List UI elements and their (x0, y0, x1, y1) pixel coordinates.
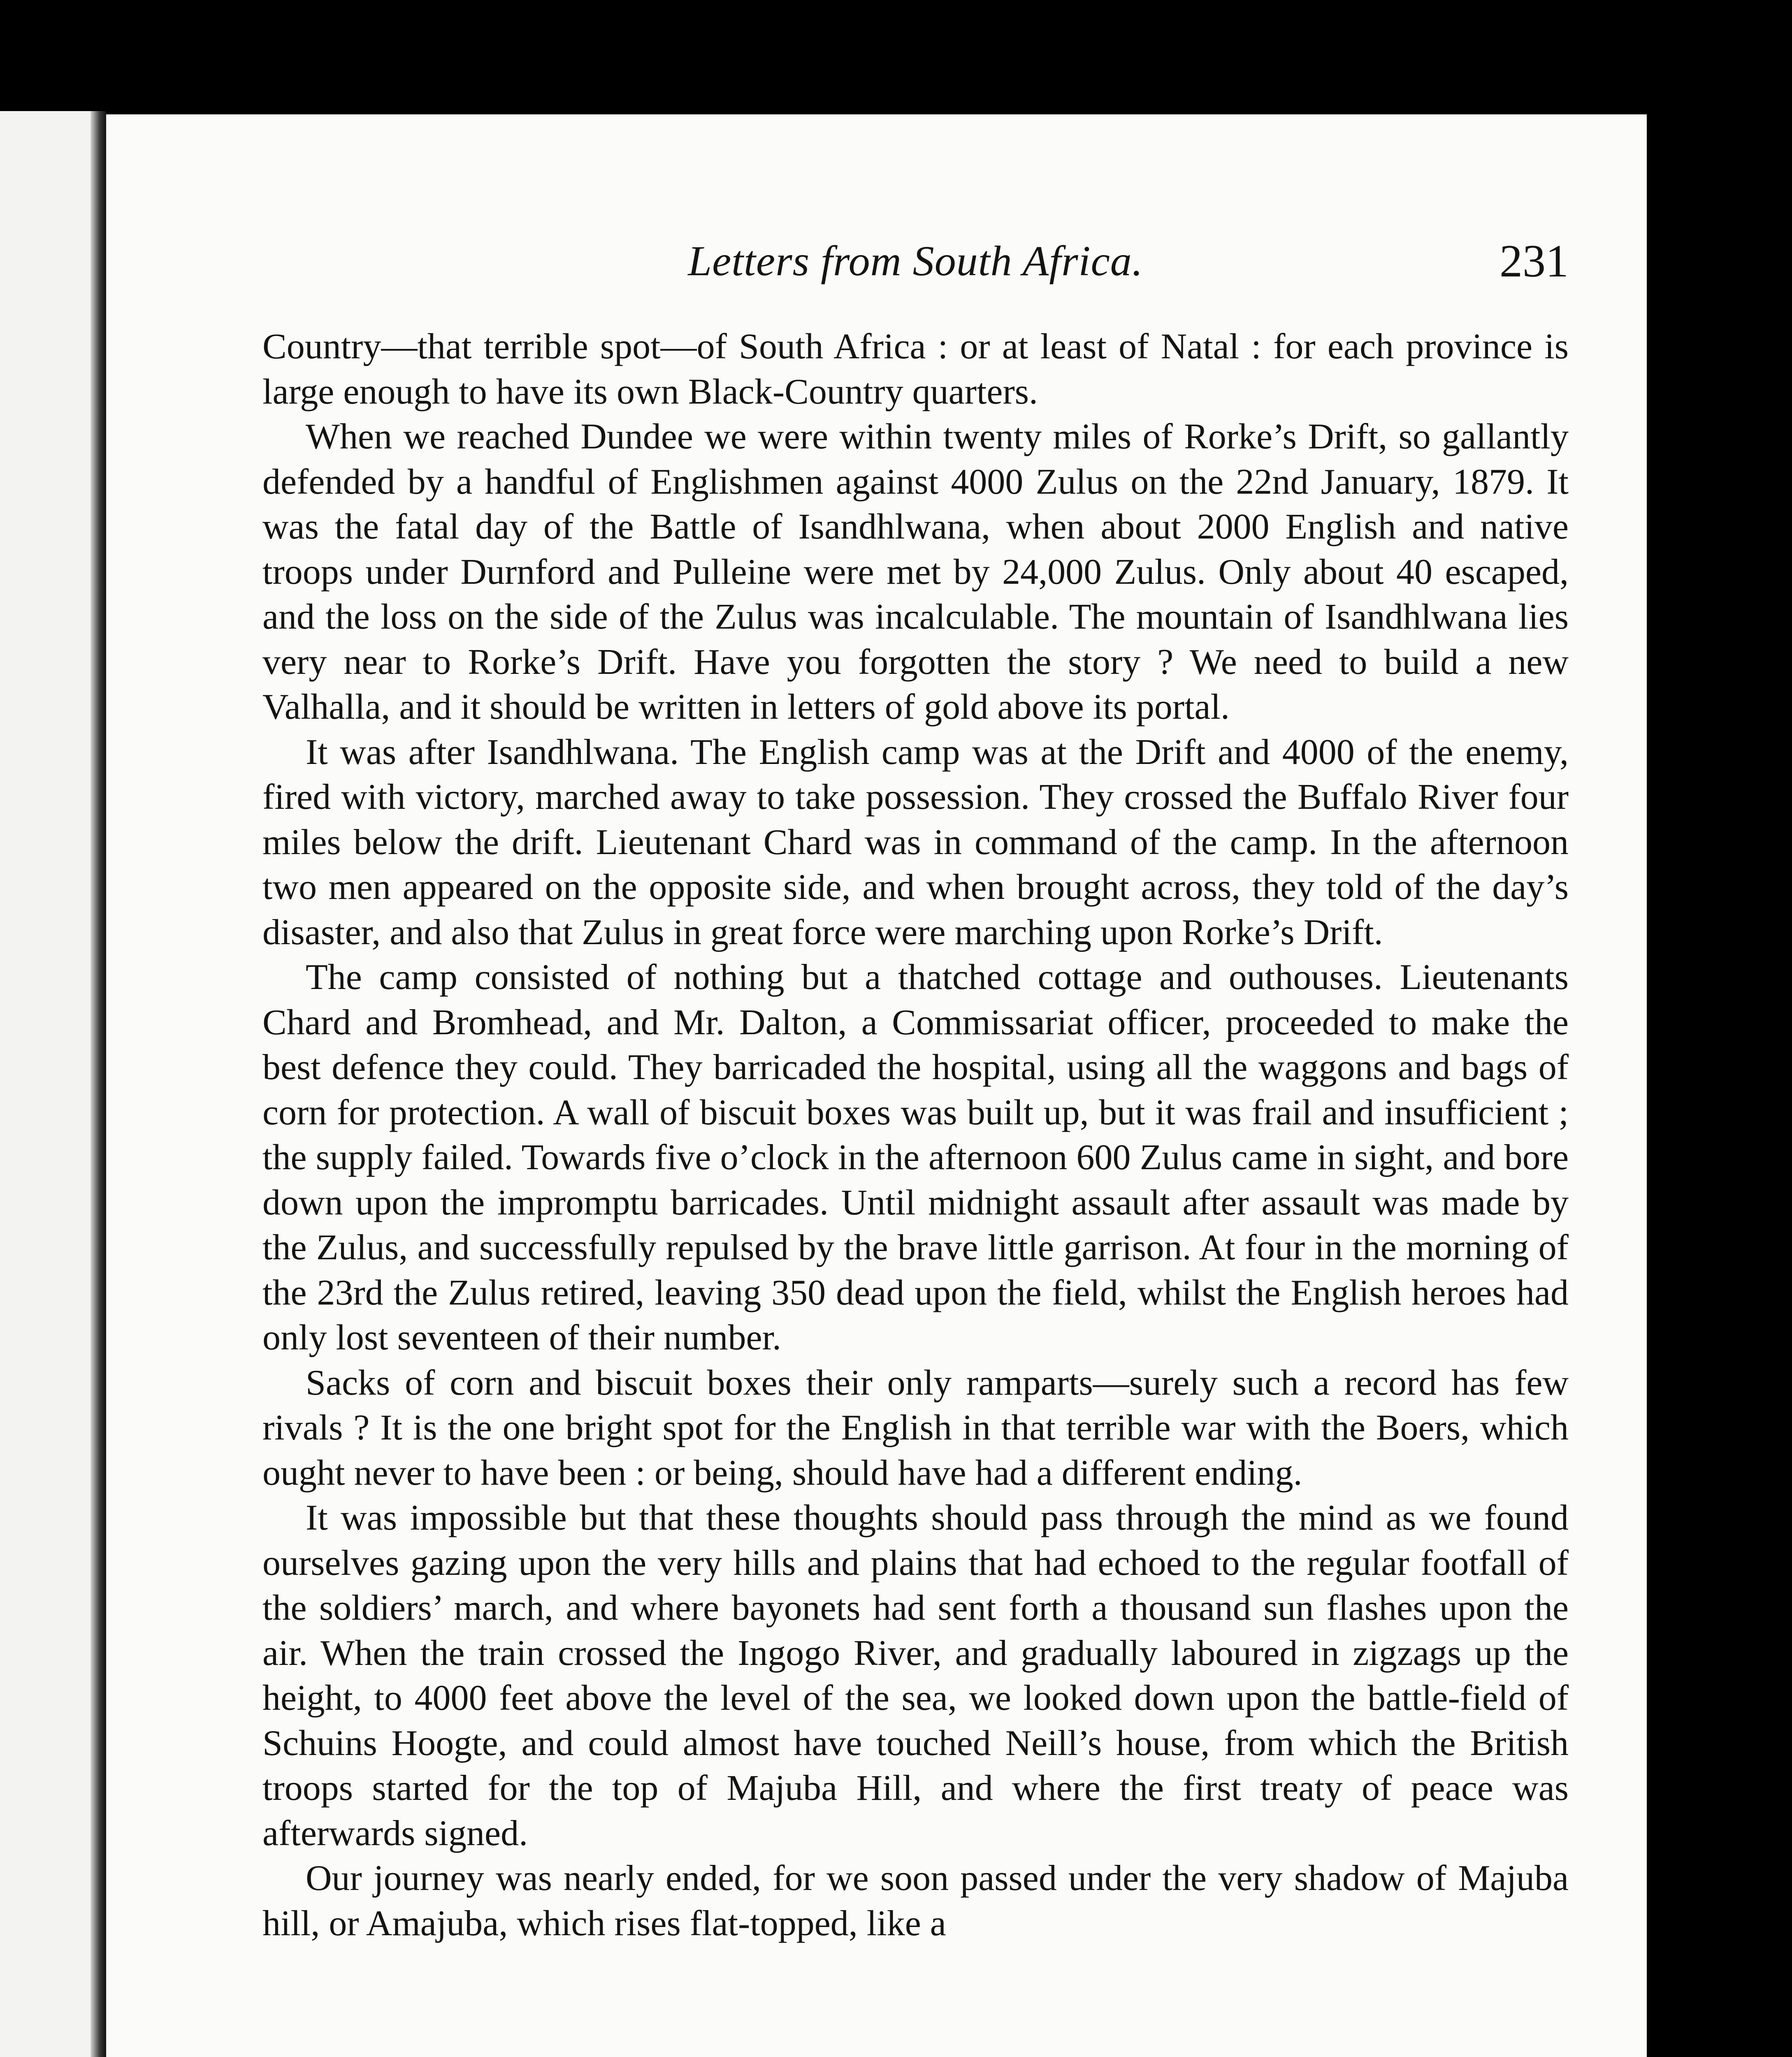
paragraph: It was after Isandhlwana. The English camp was at the Drift and 4000 of the enemy, fired with victory, marched away to take possession. They crossed the Buffalo River four miles below the drift. Lieutenant Chard was in command of the camp. In the afternoon two men appeared on the opposite side, and when brought across, they told of the day’s disaster, and also that Zulus in great force were marching upon Rorke’s Drift. (262, 732, 1569, 952)
paragraph-continued: Country—that terrible spot—of South Africa : or at least of Natal : for each province is large enough to have its own Black-Country quarters. (262, 327, 1569, 412)
paragraph: It was impossible but that these thoughts should pass through the mind as we found ourselves gazing upon the very hills and plains that had echoed to the regular footfall of the soldiers’ march, and where bayonets had sent forth a thousand sun flashes upon the air. When the train crossed the Ingogo River, and gradually laboured in zigzags up the height, to 4000 feet above the level of the sea, we looked down upon the battle-field of Schuins Hoogte, and could almost have touched Neill’s house, from which the British troops started for the top of Majuba Hill, and where the first treaty of peace was afterwards signed. (262, 1498, 1569, 1853)
paragraph: When we reached Dundee we were within twenty miles of Rorke’s Drift, so gallantly defended by a handful of Englishmen against 4000 Zulus on the 22nd January, 1879. It was the fatal day of the Battle of Isandhlwana, when about 2000 English and native troops under Durnford and Pulleine were met by 24,000 Zulus. Only about 40 escaped, and the loss on the side of the Zulus was incalculable. The mountain of Isandhlwana lies very near to Rorke’s Drift. Have you forgotten the story ? We need to build a new Valhalla, and it should be written in letters of gold above its portal. (262, 417, 1569, 727)
paragraph: Sacks of corn and biscuit boxes their only ramparts—surely such a record has few rivals ? It is the one bright spot for the English in that terrible war with the Boers, which ought never to have been : or being, should have had a different ending. (262, 1363, 1569, 1493)
paragraph: The camp consisted of nothing but a thatched cottage and outhouses. Lieutenants Chard and Bromhead, and Mr. Dalton, a Commissariat officer, proceeded to make the best defence they could. They barricaded the hospital, using all the waggons and bags of corn for protection. A wall of biscuit boxes was built up, but it was frail and insufficient ; the supply failed. Towards five o’clock in the afternoon 600 Zulus came in sight, and bore down upon the impromptu barricades. Until midnight assault after assault was made by the Zulus, and successfully repulsed by the brave little garrison. At four in the morning of the 23rd the Zulus retired, leaving 350 dead upon the field, whilst the English heroes had only lost seventeen of their number. (262, 957, 1569, 1358)
running-head (262, 226, 1569, 296)
page-number: 231 (1500, 236, 1569, 287)
body-text (262, 324, 1569, 1946)
book-page (106, 114, 1647, 2057)
running-title: Letters from South Africa. (688, 237, 1143, 285)
paragraph: Our journey was nearly ended, for we soon passed under the very shadow of Majuba hill, or Amajuba, which rises flat-topped, like a (262, 1858, 1569, 1943)
book-spine-shadow (91, 111, 106, 2057)
